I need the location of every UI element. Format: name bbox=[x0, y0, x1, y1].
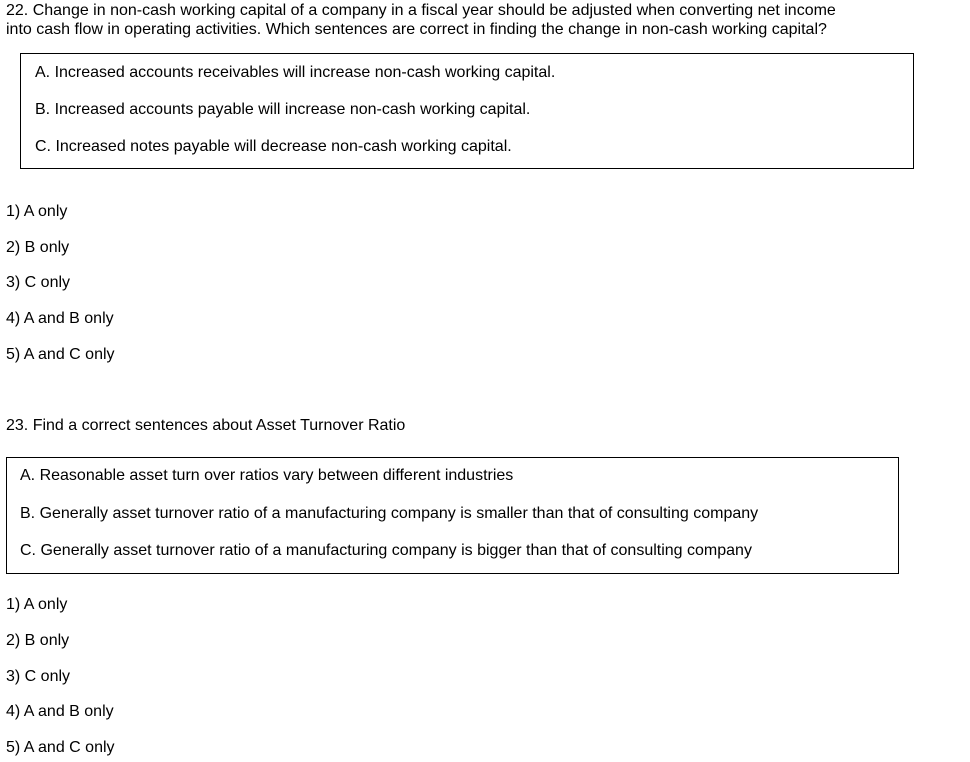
question-22-title-line-1: 22. Change in non-cash working capital of a company in a fiscal year should be adjusted when converting net income bbox=[6, 2, 836, 19]
question-23-option-1[interactable]: 1) A only bbox=[6, 596, 68, 613]
question-22-statement-box bbox=[20, 53, 914, 169]
question-23-option-3[interactable]: 3) C only bbox=[6, 668, 71, 685]
question-23-statement-box bbox=[6, 457, 899, 574]
question-22-statement-a: A. Increased accounts receivables will increase non-cash working capital. bbox=[35, 64, 556, 81]
question-23-statement-b: B. Generally asset turnover ratio of a manufacturing company is smaller than that of consulting company bbox=[20, 505, 759, 522]
question-22-title-line-2: into cash flow in operating activities. Which sentences are correct in finding the change in non-cash working capital? bbox=[6, 21, 827, 38]
question-22-option-2[interactable]: 2) B only bbox=[6, 239, 70, 256]
question-23-option-2[interactable]: 2) B only bbox=[6, 632, 70, 649]
question-22-statement-c: C. Increased notes payable will decrease non-cash working capital. bbox=[35, 138, 512, 155]
question-23-statement-a: A. Reasonable asset turn over ratios vary between different industries bbox=[20, 467, 514, 484]
question-23-option-4[interactable]: 4) A and B only bbox=[6, 703, 114, 720]
question-23-title: 23. Find a correct sentences about Asset Turnover Ratio bbox=[6, 417, 406, 434]
question-23-option-5[interactable]: 5) A and C only bbox=[6, 739, 115, 756]
question-22-option-4[interactable]: 4) A and B only bbox=[6, 310, 114, 327]
question-22-option-5[interactable]: 5) A and C only bbox=[6, 346, 115, 363]
question-22-statement-b: B. Increased accounts payable will increase non-cash working capital. bbox=[35, 101, 531, 118]
question-22-option-1[interactable]: 1) A only bbox=[6, 203, 68, 220]
question-23-statement-c: C. Generally asset turnover ratio of a manufacturing company is bigger than that of consulting company bbox=[20, 542, 752, 559]
question-22-option-3[interactable]: 3) C only bbox=[6, 274, 71, 291]
